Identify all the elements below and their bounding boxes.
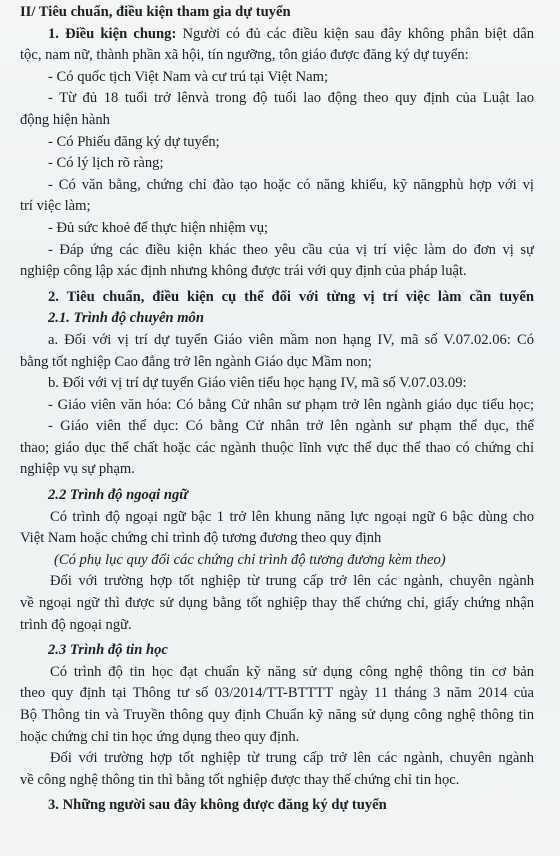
paragraph-line: Đối với trường hợp tốt nghiệp từ trung cấp trở lên các ngành, chuyên ngành bbox=[50, 573, 534, 590]
subheading-it-skills: 2.3 Trình độ tin học bbox=[48, 642, 168, 659]
condition-item-cont: động hiện hành bbox=[20, 111, 110, 128]
paragraph-line: Có trình độ tin học đạt chuẩn kỹ năng sử dụng công nghệ thông tin cơ bản bbox=[50, 663, 534, 680]
paragraph-line: a. Đối với vị trí dự tuyển Giáo viên mầm non hạng IV, mã số V.07.02.06: Có bbox=[48, 331, 534, 348]
paragraph-line: - Giáo viên văn hóa: Có bằng Cử nhân sư phạm trở lên ngành giáo dục tiểu học; bbox=[48, 396, 534, 413]
paragraph-line: nghiệp vụ sự phạm. bbox=[20, 461, 135, 478]
general-conditions-intro bbox=[20, 24, 534, 46]
paragraph-line: Đối với trường hợp tốt nghiệp từ trung cấp trở lên các ngành, chuyên ngành bbox=[50, 750, 534, 767]
general-conditions-intro-cont: tộc, nam nữ, thành phần xã hội, tín ngưỡng, tôn giáo được đăng ký dự tuyển: bbox=[20, 47, 469, 64]
paragraph-line: Bộ Thông tin và Truyền thông quy định Chuẩn kỹ năng sử dụng công nghệ thông tin bbox=[20, 707, 534, 723]
paragraph-line: về ngoại ngữ thì được sử dụng bằng tốt nghiệp thay thế chứng chỉ, giấy chứng nhận bbox=[20, 595, 534, 612]
condition-item: - Có quốc tịch Việt Nam và cư trú tại Việt Nam; bbox=[48, 68, 328, 85]
paragraph-line: theo quy định tại Thông tư số 03/2014/TT-BTTTT ngày 11 tháng 3 năm 2014 của bbox=[20, 685, 534, 702]
paragraph-line: hoặc chứng chỉ tin học ứng dụng theo quy định. bbox=[20, 728, 300, 745]
ineligible-heading: 3. Những người sau đây không được đăng ký dự tuyển bbox=[48, 797, 387, 814]
condition-item: - Từ đủ 18 tuổi trở lênvà trong độ tuổi lao động theo quy định của Luật lao bbox=[48, 90, 534, 107]
subheading-foreign-language: 2.2 Trình độ ngoại ngữ bbox=[48, 487, 188, 504]
condition-item: - Đủ sức khoẻ để thực hiện nhiệm vụ; bbox=[48, 219, 269, 236]
condition-item: - Có Phiếu đăng ký dự tuyển; bbox=[48, 133, 220, 150]
specific-conditions-heading: 2. Tiêu chuẩn, điều kiện cụ thể đối với từng vị trí việc làm cần tuyển bbox=[48, 288, 534, 305]
paragraph-line: trình độ ngoại ngữ. bbox=[20, 616, 132, 633]
condition-item: - Có văn bằng, chứng chỉ đào tạo hoặc có năng khiếu, kỹ năngphù hợp với vị bbox=[48, 176, 534, 193]
paragraph-line: b. Đối với vị trí dự tuyển Giáo viên tiểu học hạng IV, mã số V.07.03.09: bbox=[48, 375, 467, 392]
general-conditions-intro-text: Người có đủ các điều kiện sau đây không phân biệt dân bbox=[176, 25, 534, 42]
condition-item: - Đáp ứng các điều kiện khác theo yêu cầu của vị trí việc làm do đơn vị sự bbox=[48, 241, 534, 258]
paragraph-line: - Giáo viên thể dục: Có bằng Cử nhân trở lên ngành sư phạm thể dục, thể bbox=[48, 418, 534, 435]
paragraph-line: về công nghệ thông tin thì bằng tốt nghiệp được thay thế chứng chỉ tin học. bbox=[20, 771, 460, 788]
paragraph-line: Việt Nam hoặc chứng chỉ trình độ tương đương theo quy định bbox=[20, 530, 382, 547]
appendix-note: (Có phụ lục quy đổi các chứng chỉ trình độ tương đương kèm theo) bbox=[54, 551, 446, 568]
paragraph-line: Có trình độ ngoại ngữ bậc 1 trở lên khung năng lực ngoại ngữ 6 bậc dùng cho bbox=[50, 508, 534, 525]
condition-item-cont: nghiệp công lập xác định nhưng không được trái với quy định của pháp luật. bbox=[20, 263, 467, 280]
general-conditions-heading: 1. Điều kiện chung: bbox=[48, 25, 177, 42]
condition-item: - Có lý lịch rõ ràng; bbox=[48, 155, 164, 172]
paragraph-line: thao; giáo dục thể chất hoặc các ngành thuộc lĩnh vực thể dục thể thao có chứng chỉ bbox=[20, 439, 534, 456]
condition-item-cont: trí việc làm; bbox=[20, 198, 91, 215]
section-title: II/ Tiêu chuẩn, điều kiện tham gia dự tuyển bbox=[20, 4, 291, 20]
subheading-professional-level: 2.1. Trình độ chuyên môn bbox=[48, 310, 204, 327]
paragraph-line: bằng tốt nghiệp Cao đẳng trở lên ngành Giáo dục Mầm non; bbox=[20, 353, 372, 370]
